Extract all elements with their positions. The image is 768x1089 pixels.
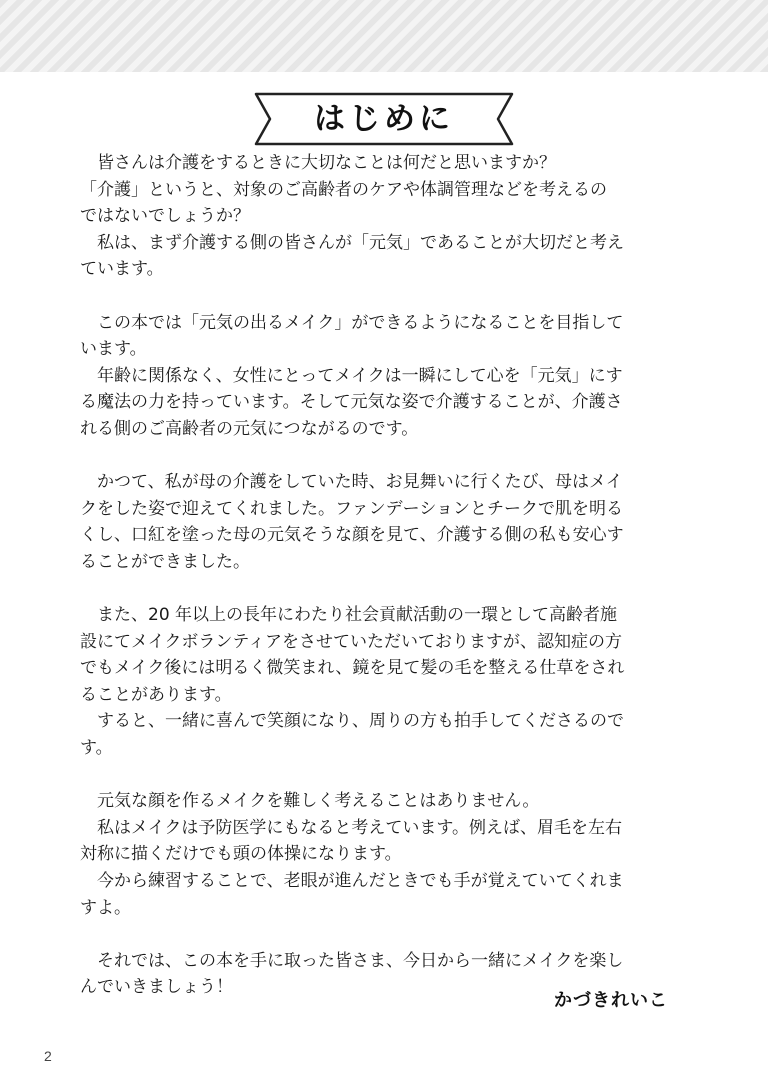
page-number: 2	[44, 1048, 52, 1064]
body-line: すると、一緒に喜んで笑顔になり、周りの方も拍手してくださるので	[97, 711, 624, 732]
body-line: れる側のご高齢者の元気につながるのです。	[80, 418, 419, 439]
body-line: また、20 年以上の長年にわたり社会貢献活動の一環として高齢者施	[97, 605, 618, 626]
body-line: それでは、この本を手に取った皆さま、今日から一緒にメイクを楽し	[97, 950, 624, 971]
body-line: 私は、まず介護する側の皆さんが「元気」であることが大切だと考え	[97, 232, 624, 253]
author-name: かづきれいこ	[554, 990, 668, 1011]
body-line: 「介護」というと、対象のご高齢者のケアや体調管理などを考えるの	[80, 179, 607, 200]
paragraph-gap	[80, 443, 690, 470]
body-line: 年齢に関係なく、女性にとってメイクは一瞬にして心を「元気」にす	[97, 365, 623, 386]
body-line: る魔法の力を持っています。そして元気な姿で介護することが、介護さ	[80, 392, 623, 413]
body-line: くし、口紅を塗った母の元気そうな顔を見て、介護する側の私も安心す	[80, 525, 624, 546]
body-line: います。	[80, 339, 147, 360]
body-line: 皆さんは介護をするときに大切なことは何だと思いますか？	[97, 153, 556, 173]
paragraph-gap	[80, 576, 690, 603]
body-line: この本では「元気の出るメイク」ができるようになることを目指して	[97, 312, 624, 333]
body-line: ではないでしょうか？	[80, 206, 250, 227]
body-line: ることができました。	[80, 551, 250, 572]
body-line: かつて、私が母の介護をしていた時、お見舞いに行くたび、母はメイ	[97, 472, 623, 493]
body-line: 設にてメイクボランティアをさせていただいておりますが、認知症の方	[80, 631, 622, 652]
body-line: クをした姿で迎えてくれました。ファンデーションとチークで肌を明る	[80, 498, 623, 519]
body-line: 私はメイクは予防医学にもなると考えています。例えば、眉毛を左右	[97, 817, 622, 838]
paragraph-gap	[80, 762, 690, 789]
top-stripe-band	[0, 0, 768, 72]
title-banner	[240, 92, 528, 146]
body-line: す。	[80, 738, 113, 759]
page-title: はじめに	[314, 101, 454, 137]
paragraph-gap	[80, 921, 690, 948]
body-line: でもメイク後には明るく微笑まれ、鏡を見て髪の毛を整える仕草をされ	[80, 658, 625, 679]
body-line: すよ。	[80, 897, 131, 918]
body-line: 今から練習することで、老眼が進んだときでも手が覚えていてくれま	[97, 871, 624, 892]
body-text	[80, 150, 690, 1001]
paragraph-gap	[80, 283, 690, 310]
body-line: 対称に描くだけでも頭の体操になります。	[80, 844, 402, 865]
body-line: ています。	[80, 259, 164, 280]
body-line: んでいきましょう！	[80, 977, 233, 998]
body-line: 元気な顔を作るメイクを難しく考えることはありません。	[97, 791, 540, 812]
body-line: ることがあります。	[80, 684, 232, 705]
